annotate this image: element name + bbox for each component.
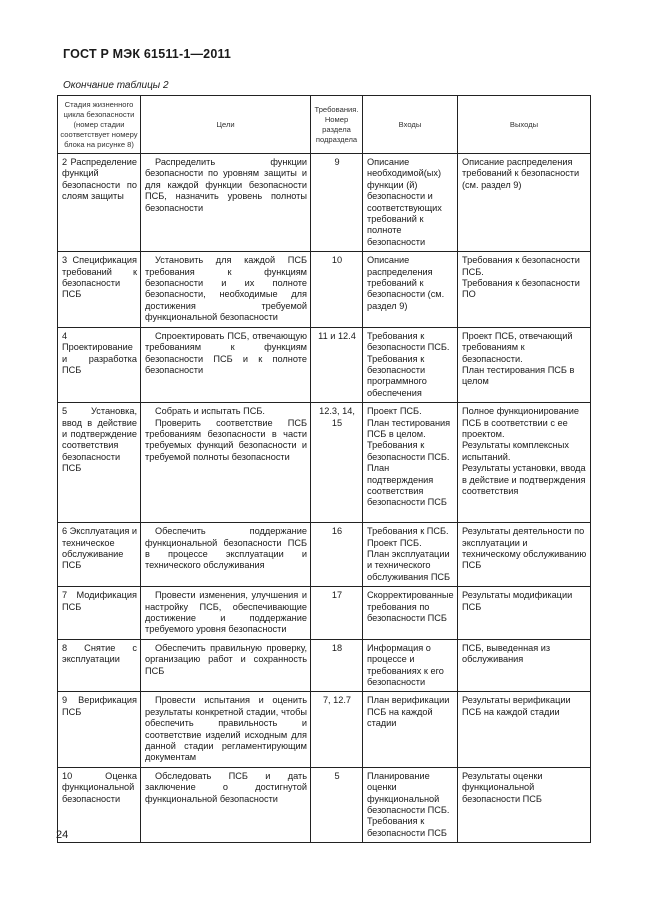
- cell-goals-text: Обеспечить поддержание функциональной безопасности ПСБ в процессе эксплуатации и технического обслуживания: [145, 526, 307, 571]
- cell-stage-text: 5 Установка, ввод в действие и подтверждение соответствия безопасности ПСБ: [62, 406, 137, 474]
- cell-inputs-text: План подтверждения соответствия безопасности ПСБ: [367, 463, 447, 508]
- cell-stage-text: 10 Оценка функциональной безопасности: [62, 770, 137, 804]
- cell-goals: [141, 154, 311, 252]
- cell-outputs-text: Требования к безопасности ПСБ.: [462, 255, 580, 277]
- cell-inputs: [363, 587, 458, 640]
- cell-outputs: [458, 587, 591, 640]
- cell-inputs: [363, 767, 458, 842]
- cell-inputs: [363, 523, 458, 587]
- cell-goals-text: Собрать и испытать ПСБ.: [155, 406, 265, 417]
- cell-outputs: [458, 692, 591, 767]
- cell-outputs: [458, 154, 591, 252]
- cell-stage-text: 9 Верификация ПСБ: [62, 695, 137, 717]
- cell-goals-text: Спроектировать ПСБ, отвечающую требованиям к функциям безопасности ПСБ и к полноте безопасности: [145, 330, 307, 375]
- cell-goals: [141, 403, 311, 523]
- table-row: [58, 639, 591, 692]
- cell-stage-text: 7 Модификация ПСБ: [62, 590, 137, 612]
- cell-inputs-text: Требования к безопасности программного обеспечения: [367, 353, 427, 398]
- cell-outputs-text: Описание распределения требований к безопасности (см. раздел 9): [462, 157, 580, 190]
- cell-outputs: [458, 767, 591, 842]
- cell-inputs: [363, 692, 458, 767]
- header-stage: Стадия жизненного цикла безопасности (номер стадии соответствует номеру блока на рисунке 8): [58, 96, 141, 154]
- cell-inputs-text: Требования к безопасности ПСБ.: [367, 330, 450, 353]
- cell-stage: [58, 327, 141, 402]
- cell-requirements-text: 16: [331, 526, 343, 537]
- table-body: [58, 154, 591, 843]
- cell-stage: [58, 587, 141, 640]
- cell-goals-text: Провести изменения, улучшения и настройку ПСБ, обеспечивающие достижение и поддержание требуемого уровня безопасности: [145, 590, 307, 635]
- cell-stage: [58, 767, 141, 842]
- table-row: [58, 252, 591, 327]
- cell-goals: [141, 523, 311, 587]
- cell-stage: [58, 403, 141, 523]
- cell-goals-text: Установить для каждой ПСБ требования к функциям безопасности и их полноте безопасности, необходимые для достижения требуемой функциональной безопасности: [145, 255, 307, 323]
- cell-outputs-text: Результаты оценки функциональной безопасности ПСБ: [462, 770, 543, 804]
- cell-requirements-text: 17: [331, 590, 343, 601]
- cell-requirements-text: 7, 12.7: [322, 695, 352, 706]
- table-row: [58, 403, 591, 523]
- cell-goals-text: Обследовать ПСБ и дать заключение о достигнутой функциональной безопасности: [145, 770, 307, 804]
- header-requirements: Требования. Номер раздела подраздела: [311, 96, 363, 154]
- cell-outputs: [458, 327, 591, 402]
- cell-requirements: [311, 523, 363, 587]
- cell-inputs-text: Планирование оценки функциональной безопасности ПСБ.: [367, 770, 450, 816]
- cell-stage-text: 6 Эксплуатация и техническое обслуживание ПСБ: [62, 526, 137, 571]
- cell-stage: [58, 692, 141, 767]
- table-row: [58, 587, 591, 640]
- cell-inputs-text: Описание распределения требований к безопасности (см. раздел 9): [367, 255, 445, 311]
- table-caption: Окончание таблицы 2: [63, 80, 169, 91]
- cell-outputs-text: Результаты установки, ввода в действие и подтверждения соответствия: [462, 463, 586, 496]
- cell-inputs-text: Скорректированные требования по безопасности ПСБ: [367, 590, 454, 623]
- cell-stage: [58, 523, 141, 587]
- cell-outputs-text: Полное функционирование ПСБ в соответствии с ее проектом.: [462, 406, 579, 439]
- cell-outputs-text: Требования к безопасности ПО: [462, 278, 580, 300]
- cell-goals: [141, 692, 311, 767]
- header-outputs: Выходы: [458, 96, 591, 154]
- cell-outputs-text: Проект ПСБ, отвечающий требованиям к безопасности.: [462, 330, 573, 364]
- cell-requirements: [311, 587, 363, 640]
- cell-requirements: [311, 767, 363, 842]
- lifecycle-table: [57, 95, 591, 843]
- cell-stage: [58, 252, 141, 327]
- cell-inputs-text: План тестирования ПСБ в целом.: [367, 417, 451, 439]
- cell-goals-text: Обеспечить правильную проверку, организацию работ и сохранность ПСБ: [145, 642, 307, 676]
- table-row: [58, 692, 591, 767]
- cell-requirements: [311, 639, 363, 692]
- cell-requirements-text: 10: [331, 255, 343, 266]
- cell-goals-text: Распределить функции безопасности по уровням защиты и для каждой функции безопасности ПСБ, назначить уровень полноты безопасности: [145, 157, 307, 213]
- cell-requirements: [311, 327, 363, 402]
- header-goals: Цели: [141, 96, 311, 154]
- cell-inputs-text: Проект ПСБ.: [367, 537, 422, 548]
- cell-inputs-text: Проект ПСБ.: [367, 406, 422, 417]
- cell-goals: [141, 767, 311, 842]
- cell-outputs-text: Результаты деятельности по эксплуатации и техническому обслуживанию ПСБ: [462, 526, 587, 571]
- cell-outputs: [458, 252, 591, 327]
- cell-inputs-text: Требования к безопасности ПСБ: [367, 816, 447, 838]
- cell-requirements-text: 11 и 12.4: [318, 330, 356, 341]
- cell-outputs-text: Результаты комплексных испытаний.: [462, 440, 569, 462]
- cell-requirements: [311, 403, 363, 523]
- cell-requirements: [311, 252, 363, 327]
- cell-stage-text: 4 Проектирование и разработка ПСБ: [62, 330, 137, 375]
- document-header: ГОСТ Р МЭК 61511-1—2011: [63, 47, 232, 61]
- cell-inputs-text: План эксплуатации и технического обслуживания ПСБ: [367, 548, 451, 582]
- cell-stage-text: 3 Спецификация требований к безопасности ПСБ: [62, 255, 137, 300]
- cell-inputs-text: Описание необходимой(ых) функции (й) безопасности и соответствующих требований к полноте безопасности: [367, 157, 442, 247]
- table-row: [58, 523, 591, 587]
- cell-goals: [141, 252, 311, 327]
- cell-goals-text: Провести испытания и оценить результаты конкретной стадии, чтобы обеспечить правильность и соответствие изделий исходным для данной стадии регламентирующим документам: [145, 695, 307, 763]
- cell-stage-text: 2 Распределение функций безопасности по слоям защиты: [62, 157, 137, 202]
- cell-requirements-text: 9: [334, 157, 340, 167]
- cell-inputs-text: Информация о процессе и требованиях к его безопасности: [367, 642, 444, 687]
- cell-requirements-text: 5: [334, 770, 340, 781]
- table-header-row: [58, 96, 591, 154]
- cell-goals: [141, 639, 311, 692]
- cell-inputs-text: Требования к безопасности ПСБ.: [367, 440, 450, 462]
- cell-goals: [141, 327, 311, 402]
- cell-outputs: [458, 523, 591, 587]
- cell-inputs: [363, 252, 458, 327]
- cell-requirements-text: 18: [331, 642, 343, 653]
- cell-inputs-text: Требования к ПСБ.: [367, 526, 449, 537]
- cell-requirements-text: 12.3, 14, 15: [319, 406, 355, 428]
- cell-goals: [141, 587, 311, 640]
- cell-outputs: [458, 403, 591, 523]
- cell-outputs-text: Результаты модификации ПСБ: [462, 590, 573, 612]
- cell-requirements: [311, 154, 363, 252]
- cell-outputs-text: План тестирования ПСБ в целом: [462, 364, 575, 387]
- header-inputs: Входы: [363, 96, 458, 154]
- cell-stage-text: 8 Снятие с эксплуатации: [62, 642, 137, 665]
- page-number: 24: [56, 829, 69, 841]
- cell-requirements: [311, 692, 363, 767]
- table-row: [58, 154, 591, 252]
- cell-outputs: [458, 639, 591, 692]
- cell-stage: [58, 154, 141, 252]
- cell-outputs-text: ПСБ, выведенная из обслуживания: [462, 642, 551, 665]
- cell-inputs: [363, 327, 458, 402]
- cell-goals-text: Проверить соответствие ПСБ требованиям безопасности в части требуемых функций безопасности и требуемой полноты безопасности: [145, 417, 307, 462]
- cell-outputs-text: Результаты верификации ПСБ на каждой стадии: [462, 695, 571, 717]
- cell-stage: [58, 639, 141, 692]
- cell-inputs: [363, 154, 458, 252]
- cell-inputs-text: План верификации ПСБ на каждой стадии: [367, 695, 450, 729]
- cell-inputs: [363, 403, 458, 523]
- table-row: [58, 327, 591, 402]
- cell-inputs: [363, 639, 458, 692]
- table-row: [58, 767, 591, 842]
